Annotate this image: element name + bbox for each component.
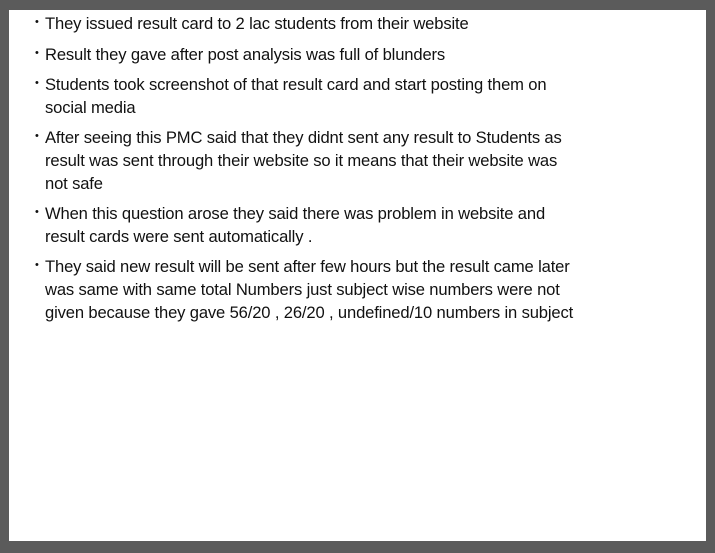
bullet-text: When this question arose they said there was problem in website and result cards were sent automatically .: [45, 204, 546, 246]
bullet-dot-icon: •: [35, 46, 39, 59]
bullet-item-4: [35, 127, 635, 195]
bullet-item-1: [35, 13, 635, 36]
bullet-dot-icon: •: [35, 16, 39, 28]
bullet-item-2: [35, 44, 635, 67]
bullet-item-5: [35, 203, 635, 248]
bullet-dot-icon: •: [35, 77, 39, 90]
bullet-dot-icon: •: [35, 206, 39, 219]
bullet-text: Students took screenshot of that result card and start posting them on social media: [45, 75, 547, 117]
document-page: [9, 10, 706, 541]
bullet-text: After seeing this PMC said that they didnt sent any result to Students as result was sent through their website so it means that their website was not safe: [45, 128, 562, 193]
bullet-item-6: [35, 256, 635, 324]
bullet-dot-icon: •: [35, 130, 39, 143]
bullet-text: Result they gave after post analysis was full of blunders: [45, 44, 446, 64]
bullet-text: They said new result will be sent after few hours but the result came later was same with same total Numbers just subject wise numbers were not given because they gave 56/20 , 26/20 , undefined/10 numbers in subject: [45, 257, 574, 322]
bullet-dot-icon: •: [35, 259, 39, 272]
bullet-item-3: [35, 74, 635, 119]
bullet-list: [35, 13, 635, 332]
bullet-text: They issued result card to 2 lac students from their website: [45, 14, 469, 33]
frame-border: [0, 0, 715, 10]
